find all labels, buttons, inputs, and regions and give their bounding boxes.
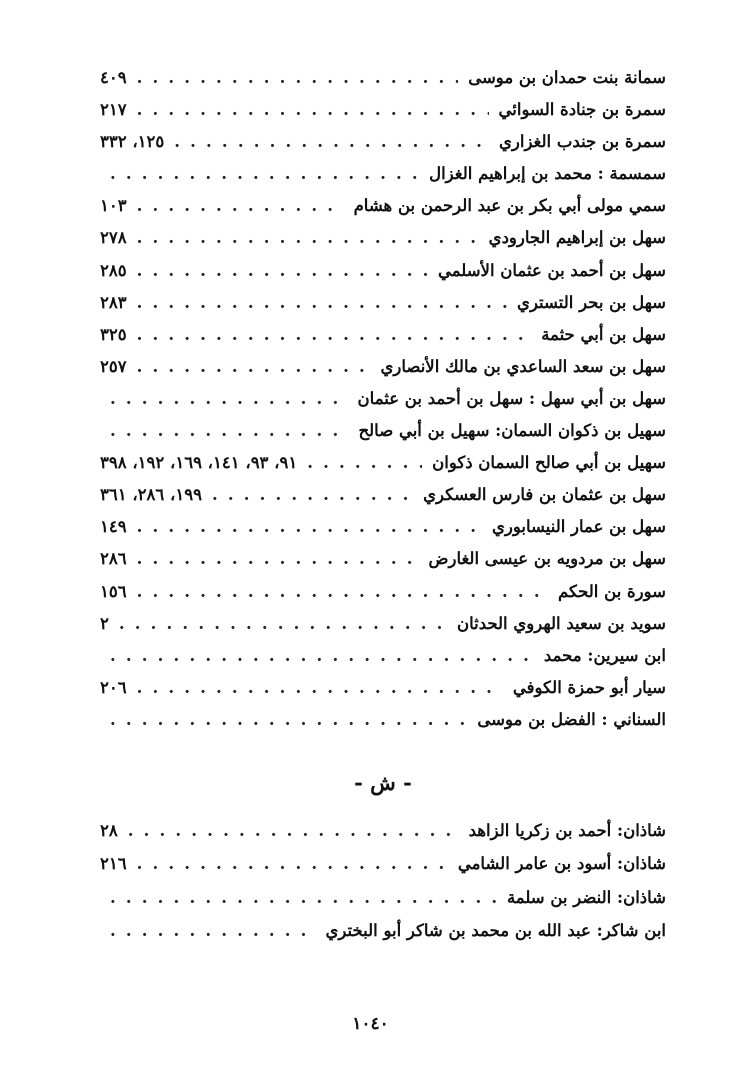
index-entry	[100, 94, 666, 126]
entry-name: سهل بن أحمد بن عثمان الأسلمي	[437, 260, 666, 280]
index-entry	[100, 881, 666, 915]
leader-dots	[119, 608, 447, 640]
index-entry	[100, 914, 666, 948]
leader-dots	[110, 881, 497, 915]
leader-dots	[137, 287, 507, 319]
entry-name: السناني : الفضل بن موسى	[477, 709, 666, 729]
leader-dots	[137, 319, 532, 351]
index-entry	[100, 158, 666, 190]
leader-dots	[137, 576, 548, 608]
entry-name: شاذان: النضر بن سلمة	[506, 887, 666, 907]
entry-name: سمانة بنت حمدان بن موسى	[468, 68, 666, 87]
entry-name: سهل بن عثمان بن فارس العسكري	[423, 485, 666, 505]
index-entry	[100, 383, 666, 415]
entry-name: سورة بن الحكم	[558, 581, 666, 601]
leader-dots	[137, 222, 479, 254]
entry-pages: ١٤٩	[100, 517, 127, 537]
index-entry	[100, 255, 666, 287]
leader-dots	[137, 511, 482, 543]
entry-pages: ٢٧٨	[100, 228, 127, 248]
entry-name: شاذان: أسود بن عامر الشامي	[457, 854, 666, 874]
leader-dots	[137, 351, 371, 383]
entry-name: سهيل بن أبي صالح السمان ذكوان	[432, 453, 666, 473]
index-entry	[100, 814, 666, 848]
entry-pages: ٢٨٣	[100, 292, 127, 312]
index-entry	[100, 287, 666, 319]
entry-name: سهل بن أبي سهل : سهل بن أحمد بن عثمان	[357, 388, 666, 408]
index-entry	[100, 608, 666, 640]
index-entry	[100, 447, 666, 479]
index-entry	[100, 847, 666, 881]
entry-pages: ٣٢٥	[100, 324, 127, 344]
entry-name: ابن سيرين: محمد	[543, 645, 666, 665]
entry-name: سهل بن إبراهيم الجارودي	[488, 228, 666, 248]
index-entry	[100, 576, 666, 608]
leader-dots	[137, 543, 419, 575]
entry-pages: ١٥٦	[100, 581, 127, 601]
section-heading-sheen: - ش -	[354, 769, 412, 795]
entry-name: شاذان: أحمد بن زكريا الزاهد	[468, 820, 666, 840]
index-entry	[100, 62, 666, 94]
page-number: ١٠٤٠	[352, 1014, 389, 1034]
index-entry	[100, 415, 666, 447]
index-entry	[100, 479, 666, 511]
index-entry	[100, 190, 666, 222]
entry-name: ابن شاكر: عبد الله بن محمد بن شاكر أبو البختري	[325, 921, 666, 941]
section-sheen	[100, 814, 666, 948]
entry-name: سهل بن مردويه بن عيسى الغارض	[428, 549, 666, 569]
leader-dots	[110, 914, 316, 948]
leader-dots	[212, 479, 413, 511]
index-entry	[100, 222, 666, 254]
entry-name: سيار أبو حمزة الكوفي	[512, 677, 666, 697]
leader-dots	[137, 94, 489, 126]
entry-pages: ٢١٧	[100, 100, 127, 120]
entry-name: سهل بن بحر التستري	[517, 292, 666, 312]
entry-name: سهل بن عمار النيسابوري	[491, 517, 666, 537]
index-entry	[100, 351, 666, 383]
leader-dots	[174, 126, 489, 158]
leader-dots	[137, 847, 448, 881]
entry-pages: ١٢٥، ٣٣٢	[100, 132, 165, 152]
entry-name: سمرة بن جندب الغزاري	[498, 132, 666, 152]
entry-pages: ٢١٦	[100, 854, 127, 874]
index-entry	[100, 704, 666, 736]
entry-pages: ٢	[100, 613, 109, 633]
leader-dots	[307, 447, 422, 479]
index-entry	[100, 672, 666, 704]
leader-dots	[110, 158, 419, 190]
entry-pages: ٢٥٧	[100, 356, 127, 376]
entry-pages: ٢٨٦	[100, 549, 127, 569]
entry-name: سهل بن أبي حثمة	[541, 324, 666, 344]
leader-dots	[110, 704, 467, 736]
entry-name: سهيل بن ذكوان السمان: سهيل بن أبي صالح	[358, 421, 666, 441]
leader-dots	[137, 190, 344, 222]
leader-dots	[110, 640, 534, 672]
index-entry	[100, 126, 666, 158]
section-seen	[100, 62, 666, 736]
index-entry	[100, 640, 666, 672]
index-entry	[100, 511, 666, 543]
entry-name: سويد بن سعيد الهروي الحدثان	[456, 613, 666, 633]
entry-pages: ٤٠٩	[100, 68, 127, 87]
entry-pages: ١٠٣	[100, 196, 127, 216]
entry-name: سمي مولى أبي بكر بن عبد الرحمن بن هشام	[353, 196, 666, 216]
entry-pages: ٩١، ٩٣، ١٤١، ١٦٩، ١٩٢، ٣٩٨	[100, 453, 298, 473]
index-entry	[100, 319, 666, 351]
leader-dots	[110, 383, 348, 415]
entry-name: سمرة بن جنادة السوائي	[498, 100, 666, 120]
entry-pages: ١٩٩، ٢٨٦، ٣٦١	[100, 485, 202, 505]
leader-dots	[137, 255, 428, 287]
entry-pages: ٢٠٦	[100, 677, 127, 697]
entry-pages: ٢٨٥	[100, 260, 127, 280]
entry-name: سمسمة : محمد بن إبراهيم الغزال	[429, 164, 666, 184]
leader-dots	[137, 62, 459, 94]
leader-dots	[137, 672, 503, 704]
leader-dots	[128, 814, 459, 848]
entry-pages: ٢٨	[100, 820, 118, 840]
entry-name: سهل بن سعد الساعدي بن مالك الأنصاري	[380, 356, 666, 376]
leader-dots	[110, 415, 348, 447]
index-page	[100, 62, 666, 948]
index-entry	[100, 543, 666, 575]
